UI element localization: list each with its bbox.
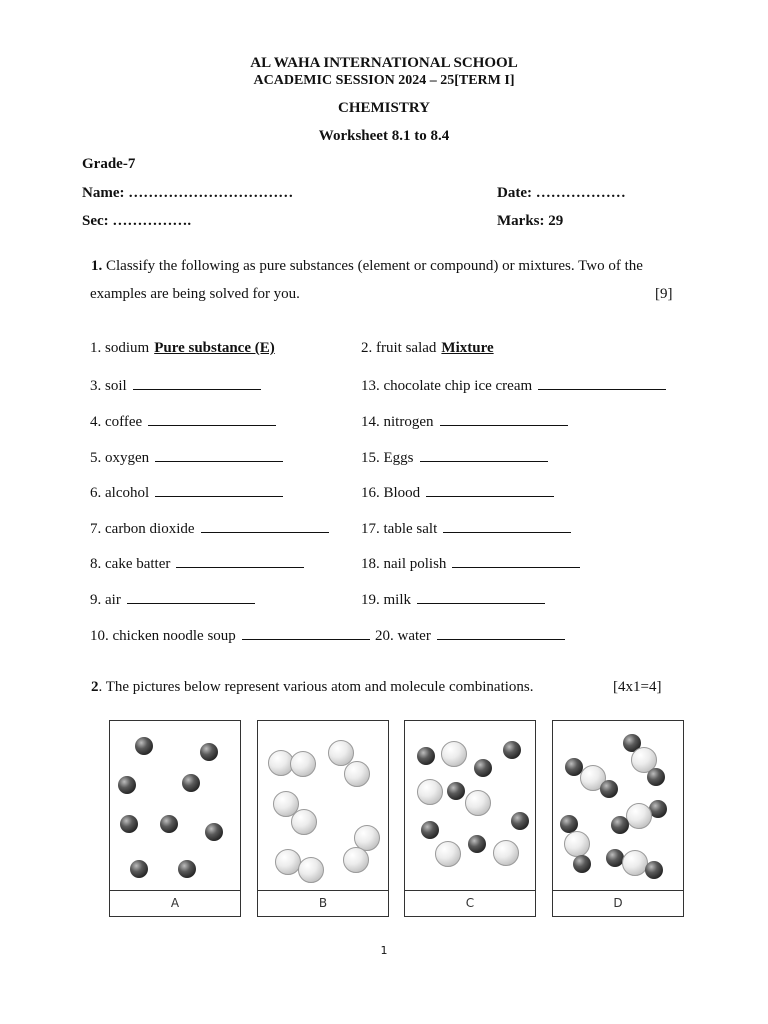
dark-atom xyxy=(600,780,618,798)
item-label: 7. carbon dioxide xyxy=(90,521,195,537)
list-item xyxy=(90,554,304,573)
light-atom xyxy=(298,857,324,883)
answer-blank[interactable] xyxy=(426,483,554,497)
answer-blank[interactable] xyxy=(437,626,565,640)
list-item xyxy=(375,626,565,645)
list-item xyxy=(90,376,261,395)
dark-atom xyxy=(178,860,196,878)
dark-atom xyxy=(503,741,521,759)
dark-atom xyxy=(130,860,148,878)
dark-atom xyxy=(160,815,178,833)
solved-answer: Pure substance (E) xyxy=(154,340,275,356)
q1-instruction-line1: Classify the following as pure substances (element or compound) or mixtures. Two of the xyxy=(106,258,643,274)
light-atom xyxy=(290,751,316,777)
box-b-label: B xyxy=(258,890,388,916)
list-item xyxy=(90,448,283,467)
q2-marks: [4x1=4] xyxy=(613,679,662,695)
q1-number: 1. xyxy=(91,258,103,274)
list-item xyxy=(361,590,545,609)
light-atom xyxy=(344,761,370,787)
section-field: Sec: ……………. xyxy=(82,213,192,229)
answer-blank[interactable] xyxy=(148,412,276,426)
name-field: Name: …………………………… xyxy=(82,185,294,201)
answer-blank[interactable] xyxy=(155,483,283,497)
box-c-label: C xyxy=(405,890,535,916)
list-item xyxy=(361,483,554,502)
item-label: 8. cake batter xyxy=(90,556,171,572)
answer-blank[interactable] xyxy=(155,448,283,462)
list-item xyxy=(361,412,568,431)
answer-blank[interactable] xyxy=(127,590,255,604)
light-atom xyxy=(626,803,652,829)
marks-field: Marks: 29 xyxy=(497,213,564,229)
item-label: 4. coffee xyxy=(90,414,143,430)
answer-blank[interactable] xyxy=(242,626,370,640)
list-item xyxy=(90,626,370,645)
academic-session: ACADEMIC SESSION 2024 – 25[TERM I] xyxy=(253,73,515,88)
answer-blank[interactable] xyxy=(420,448,548,462)
worksheet-title: Worksheet 8.1 to 8.4 xyxy=(318,128,450,144)
page-number: 1 xyxy=(380,944,388,957)
item-label: 9. air xyxy=(90,592,121,608)
item-label: 5. oxygen xyxy=(90,450,150,466)
answer-blank[interactable] xyxy=(440,412,568,426)
dark-atom xyxy=(205,823,223,841)
list-item xyxy=(90,590,255,609)
dark-atom xyxy=(118,776,136,794)
item-label: 17. table salt xyxy=(361,521,438,537)
item-label: 1. sodium xyxy=(90,340,150,356)
list-item xyxy=(361,340,494,357)
list-item xyxy=(90,340,275,357)
dark-atom xyxy=(135,737,153,755)
light-atom xyxy=(465,790,491,816)
answer-blank[interactable] xyxy=(133,376,261,390)
light-atom xyxy=(417,779,443,805)
box-c xyxy=(404,720,536,917)
dark-atom xyxy=(647,768,665,786)
item-label: 13. chocolate chip ice cream xyxy=(361,378,533,394)
q2-instruction xyxy=(91,679,534,696)
answer-blank[interactable] xyxy=(176,554,304,568)
dark-atom xyxy=(120,815,138,833)
list-item xyxy=(361,448,548,467)
dark-atom xyxy=(474,759,492,777)
light-atom xyxy=(343,847,369,873)
box-b xyxy=(257,720,389,917)
dark-atom xyxy=(200,743,218,761)
item-label: 18. nail polish xyxy=(361,556,447,572)
list-item xyxy=(90,519,329,538)
item-label: 15. Eggs xyxy=(361,450,414,466)
list-item xyxy=(90,483,283,502)
school-name: AL WAHA INTERNATIONAL SCHOOL xyxy=(250,55,518,71)
light-atom xyxy=(441,741,467,767)
answer-blank[interactable] xyxy=(201,519,329,533)
item-label: 16. Blood xyxy=(361,485,421,501)
q2-number: 2 xyxy=(91,679,99,695)
q2-instruction-text: . The pictures below represent various atom and molecule combinations. xyxy=(98,679,534,695)
dark-atom xyxy=(421,821,439,839)
answer-blank[interactable] xyxy=(417,590,545,604)
dark-atom xyxy=(447,782,465,800)
answer-blank[interactable] xyxy=(443,519,571,533)
light-atom xyxy=(622,850,648,876)
box-a-label: A xyxy=(110,890,240,916)
list-item xyxy=(361,519,571,538)
dark-atom xyxy=(468,835,486,853)
subject-title: CHEMISTRY xyxy=(338,100,430,116)
q1-instruction-line2: examples are being solved for you. xyxy=(90,286,300,302)
dark-atom xyxy=(573,855,591,873)
box-d xyxy=(552,720,684,917)
answer-blank[interactable] xyxy=(452,554,580,568)
light-atom xyxy=(435,841,461,867)
item-label: 19. milk xyxy=(361,592,412,608)
box-d-label: D xyxy=(553,890,683,916)
light-atom xyxy=(493,840,519,866)
dark-atom xyxy=(611,816,629,834)
list-item xyxy=(361,554,580,573)
answer-blank[interactable] xyxy=(538,376,666,390)
dark-atom xyxy=(182,774,200,792)
item-label: 2. fruit salad xyxy=(361,340,437,356)
dark-atom xyxy=(645,861,663,879)
item-label: 3. soil xyxy=(90,378,127,394)
item-label: 6. alcohol xyxy=(90,485,150,501)
list-item xyxy=(90,412,276,431)
box-a xyxy=(109,720,241,917)
light-atom xyxy=(564,831,590,857)
date-field: Date: ……………… xyxy=(497,185,626,201)
dark-atom xyxy=(511,812,529,830)
item-label: 20. water xyxy=(375,628,431,644)
item-label: 10. chicken noodle soup xyxy=(90,628,236,644)
solved-answer: Mixture xyxy=(441,340,494,356)
q1-instruction xyxy=(91,258,643,275)
item-label: 14. nitrogen xyxy=(361,414,434,430)
list-item xyxy=(361,376,666,395)
q1-marks: [9] xyxy=(655,286,673,302)
dark-atom xyxy=(417,747,435,765)
light-atom xyxy=(291,809,317,835)
grade-label: Grade-7 xyxy=(82,156,136,172)
